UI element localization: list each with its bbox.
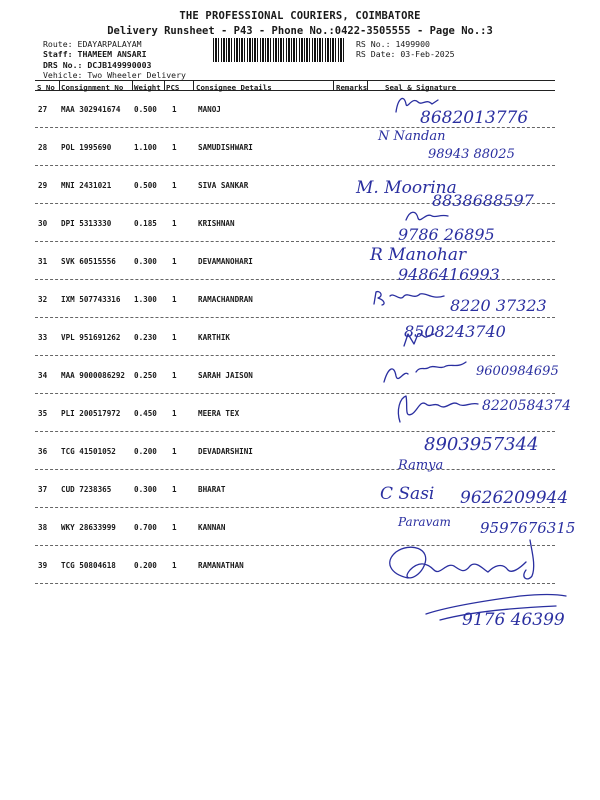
signature-note: Ramya — [398, 458, 444, 473]
pcs-cell: 1 — [172, 181, 177, 190]
signature-note: 8220 37323 — [450, 296, 547, 315]
consignee-cell: DEVADARSHINI — [198, 447, 253, 456]
weight-cell: 1.100 — [134, 143, 157, 152]
weight-cell: 0.200 — [134, 561, 157, 570]
consignee-cell: RAMANATHAN — [198, 561, 244, 570]
signature-note: 8508243740 — [404, 322, 506, 341]
sno-cell: 37 — [38, 485, 48, 494]
sno-cell: 29 — [38, 181, 48, 190]
pcs-cell: 1 — [172, 295, 177, 304]
signature-note: 9176 46399 — [462, 610, 565, 630]
weight-cell: 0.300 — [134, 257, 157, 266]
signature-note: 8220584374 — [482, 398, 572, 414]
weight-cell: 0.500 — [134, 181, 157, 190]
consignment-cell: SVK 60515556 — [61, 257, 116, 266]
consignment-cell: WKY 28633999 — [61, 523, 116, 532]
signature-note: M. Moorina — [356, 178, 457, 198]
weight-cell: 0.450 — [134, 409, 157, 418]
consignee-cell: BHARAT — [198, 485, 226, 494]
consignee-cell: SARAH JAISON — [198, 371, 253, 380]
weight-cell: 0.300 — [134, 485, 157, 494]
consignment-cell: IXM 507743316 — [61, 295, 121, 304]
consignment-cell: POL 1995690 — [61, 143, 112, 152]
table-top-rule — [35, 80, 555, 81]
sno-cell: 34 — [38, 371, 48, 380]
vehicle-value: Two Wheeler Delivery — [87, 70, 186, 80]
col-consignment: Consignment No — [61, 83, 124, 92]
pcs-cell: 1 — [172, 447, 177, 456]
sno-cell: 32 — [38, 295, 48, 304]
handwritten-signature-scribble — [380, 356, 470, 386]
rs-date-line — [356, 49, 455, 59]
col-consignee: Consignee Details — [196, 83, 272, 92]
staff-value: THAMEEM ANSARI — [77, 49, 147, 59]
sno-cell: 38 — [38, 523, 48, 532]
col-remarks: Remarks — [336, 83, 368, 92]
consignment-cell: TCG 41501052 — [61, 447, 116, 456]
signature-note: C Sasi — [380, 484, 435, 504]
weight-cell: 0.500 — [134, 105, 157, 114]
consignment-cell: DPI 5313330 — [61, 219, 112, 228]
sno-cell: 36 — [38, 447, 48, 456]
consignment-cell: TCG 50804618 — [61, 561, 116, 570]
consignee-cell: RAMACHANDRAN — [198, 295, 253, 304]
sno-cell: 39 — [38, 561, 48, 570]
weight-cell: 0.230 — [134, 333, 157, 342]
consignment-cell: PLI 200517972 — [61, 409, 121, 418]
signature-note: 8903957344 — [424, 434, 539, 455]
signature-note: 8682013776 — [420, 108, 529, 128]
col-divider — [333, 80, 334, 90]
pcs-cell: 1 — [172, 409, 177, 418]
signature-note: Paravam — [398, 515, 451, 529]
weight-cell: 0.250 — [134, 371, 157, 380]
weight-cell: 0.185 — [134, 219, 157, 228]
route-value: EDAYARPALAYAM — [77, 39, 142, 49]
pcs-cell: 1 — [172, 105, 177, 114]
consignment-cell: MAA 302941674 — [61, 105, 121, 114]
pcs-cell: 1 — [172, 371, 177, 380]
drs-value: DCJB149990003 — [87, 60, 152, 70]
col-pcs: PCS — [166, 83, 180, 92]
col-sno: S No — [37, 83, 55, 92]
rs-date-label: RS Date: — [356, 49, 396, 59]
rs-date-value: 03-Feb-2025 — [400, 49, 455, 59]
pcs-cell: 1 — [172, 333, 177, 342]
staff-line — [43, 49, 147, 59]
signature-note: R Manohar — [370, 245, 467, 265]
sno-cell: 27 — [38, 105, 48, 114]
col-divider — [164, 80, 165, 90]
consignee-cell: MANOJ — [198, 105, 221, 114]
route-label: Route: — [43, 39, 73, 49]
handwritten-signature-scribble — [392, 392, 484, 426]
weight-cell: 1.300 — [134, 295, 157, 304]
pcs-cell: 1 — [172, 561, 177, 570]
consignee-cell: DEVAMANOHARI — [198, 257, 253, 266]
consignee-cell: KANNAN — [198, 523, 226, 532]
runsheet-subtitle: Delivery Runsheet - P43 - Phone No.:0422-3505555 - Page No.:3 — [107, 25, 493, 37]
rs-no-label: RS No.: — [356, 39, 391, 49]
rs-no-line — [356, 39, 430, 49]
signature-note: 9600984695 — [476, 364, 559, 379]
pcs-cell: 1 — [172, 523, 177, 532]
col-divider — [132, 80, 133, 90]
sno-cell: 33 — [38, 333, 48, 342]
pcs-cell: 1 — [172, 143, 177, 152]
handwritten-signature-scribble — [380, 522, 570, 652]
drs-label: DRS No.: — [43, 60, 83, 70]
company-name: THE PROFESSIONAL COURIERS, COIMBATORE — [179, 10, 421, 22]
staff-label: Staff: — [43, 49, 73, 59]
signature-note: 9786 26895 — [398, 225, 495, 244]
barcode — [213, 38, 345, 62]
rs-no-value: 1499900 — [395, 39, 430, 49]
sno-cell: 28 — [38, 143, 48, 152]
col-weight: Weight — [134, 83, 161, 92]
col-divider — [59, 80, 60, 90]
col-divider — [193, 80, 194, 90]
handwritten-signature-scribble — [370, 288, 450, 308]
signature-note: 98943 88025 — [428, 147, 515, 162]
signature-note: 8838688597 — [432, 191, 534, 210]
consignee-cell: KRISHNAN — [198, 219, 235, 228]
col-divider — [367, 80, 368, 90]
col-signature: Seal & Signature — [385, 83, 457, 92]
sno-cell: 30 — [38, 219, 48, 228]
signature-note: 9626209944 — [460, 488, 569, 508]
signature-note: N Nandan — [378, 129, 446, 144]
weight-cell: 0.200 — [134, 447, 157, 456]
sno-cell: 31 — [38, 257, 48, 266]
pcs-cell: 1 — [172, 219, 177, 228]
signature-note: 9597676315 — [480, 519, 576, 537]
route-line — [43, 39, 142, 49]
signature-note: 9486416993 — [398, 265, 500, 284]
vehicle-label: Vehicle: — [43, 70, 83, 80]
vehicle-line — [43, 70, 186, 80]
consignment-cell: MAA 9000086292 — [61, 371, 126, 380]
sno-cell: 35 — [38, 409, 48, 418]
consignee-cell: KARTHIK — [198, 333, 231, 342]
consignee-cell: SIVA SANKAR — [198, 181, 249, 190]
consignment-cell: VPL 951691262 — [61, 333, 121, 342]
weight-cell: 0.700 — [134, 523, 157, 532]
consignee-cell: SAMUDISHWARI — [198, 143, 253, 152]
pcs-cell: 1 — [172, 485, 177, 494]
pcs-cell: 1 — [172, 257, 177, 266]
drs-line — [43, 60, 151, 70]
consignment-cell: CUD 7238365 — [61, 485, 112, 494]
consignee-cell: MEERA TEX — [198, 409, 240, 418]
consignment-cell: MNI 2431021 — [61, 181, 112, 190]
